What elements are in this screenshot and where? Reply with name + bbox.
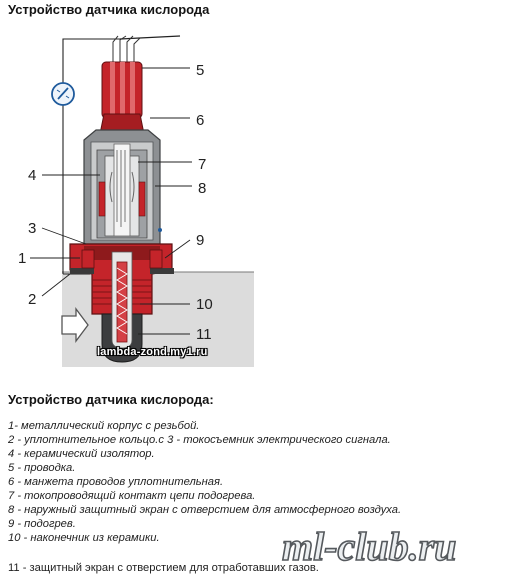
legend-item-last: 11 - защитный экран с отверстием для отработавших газов. <box>8 562 319 574</box>
callout-8: 8 <box>198 180 207 197</box>
legend-item: 6 - манжета проводов уплотнительная. <box>8 476 224 488</box>
callout-4: 4 <box>28 167 37 184</box>
callout-2: 2 <box>28 291 37 308</box>
page-title: Устройство датчика кислорода <box>8 2 210 17</box>
site-watermark: lambda-zond.my1.ru <box>97 346 208 358</box>
callout-6: 6 <box>196 112 205 129</box>
legend-item: 5 - проводка. <box>8 462 76 474</box>
legend-item: 2 - уплотнительное кольцо.с 3 - токосъемник электрического сигнала. <box>8 434 391 446</box>
callout-11: 11 <box>196 326 212 343</box>
legend-title: Устройство датчика кислорода: <box>8 392 214 407</box>
wiring <box>113 36 140 62</box>
legend-item: 7 - токопроводящий контакт цепи подогрева. <box>8 490 256 502</box>
legend-item: 1- металлический корпус с резьбой. <box>8 420 200 432</box>
callout-1: 1 <box>18 250 27 267</box>
logo-text: ml-club.ru <box>282 524 457 569</box>
callout-3: 3 <box>28 220 37 237</box>
callout-5: 5 <box>196 62 205 79</box>
legend-item: 10 - наконечник из керамики. <box>8 532 160 544</box>
ml-club-logo <box>278 520 514 572</box>
voltmeter-gauge-icon <box>52 83 74 105</box>
legend-item: 4 - керамический изолятор. <box>8 448 155 460</box>
legend-item: 9 - подогрев. <box>8 518 76 530</box>
callout-9: 9 <box>196 232 205 249</box>
logo-watermark-icon <box>278 520 514 572</box>
callout-7: 7 <box>198 156 207 173</box>
legend-item: 8 - наружный защитный экран с отверстием для атмосферного воздуха. <box>8 504 402 516</box>
sensor-cutaway-illustration <box>0 22 300 367</box>
callout-10: 10 <box>196 296 213 313</box>
oxygen-sensor-diagram <box>0 22 300 367</box>
wire-seal-sleeve <box>100 62 144 134</box>
